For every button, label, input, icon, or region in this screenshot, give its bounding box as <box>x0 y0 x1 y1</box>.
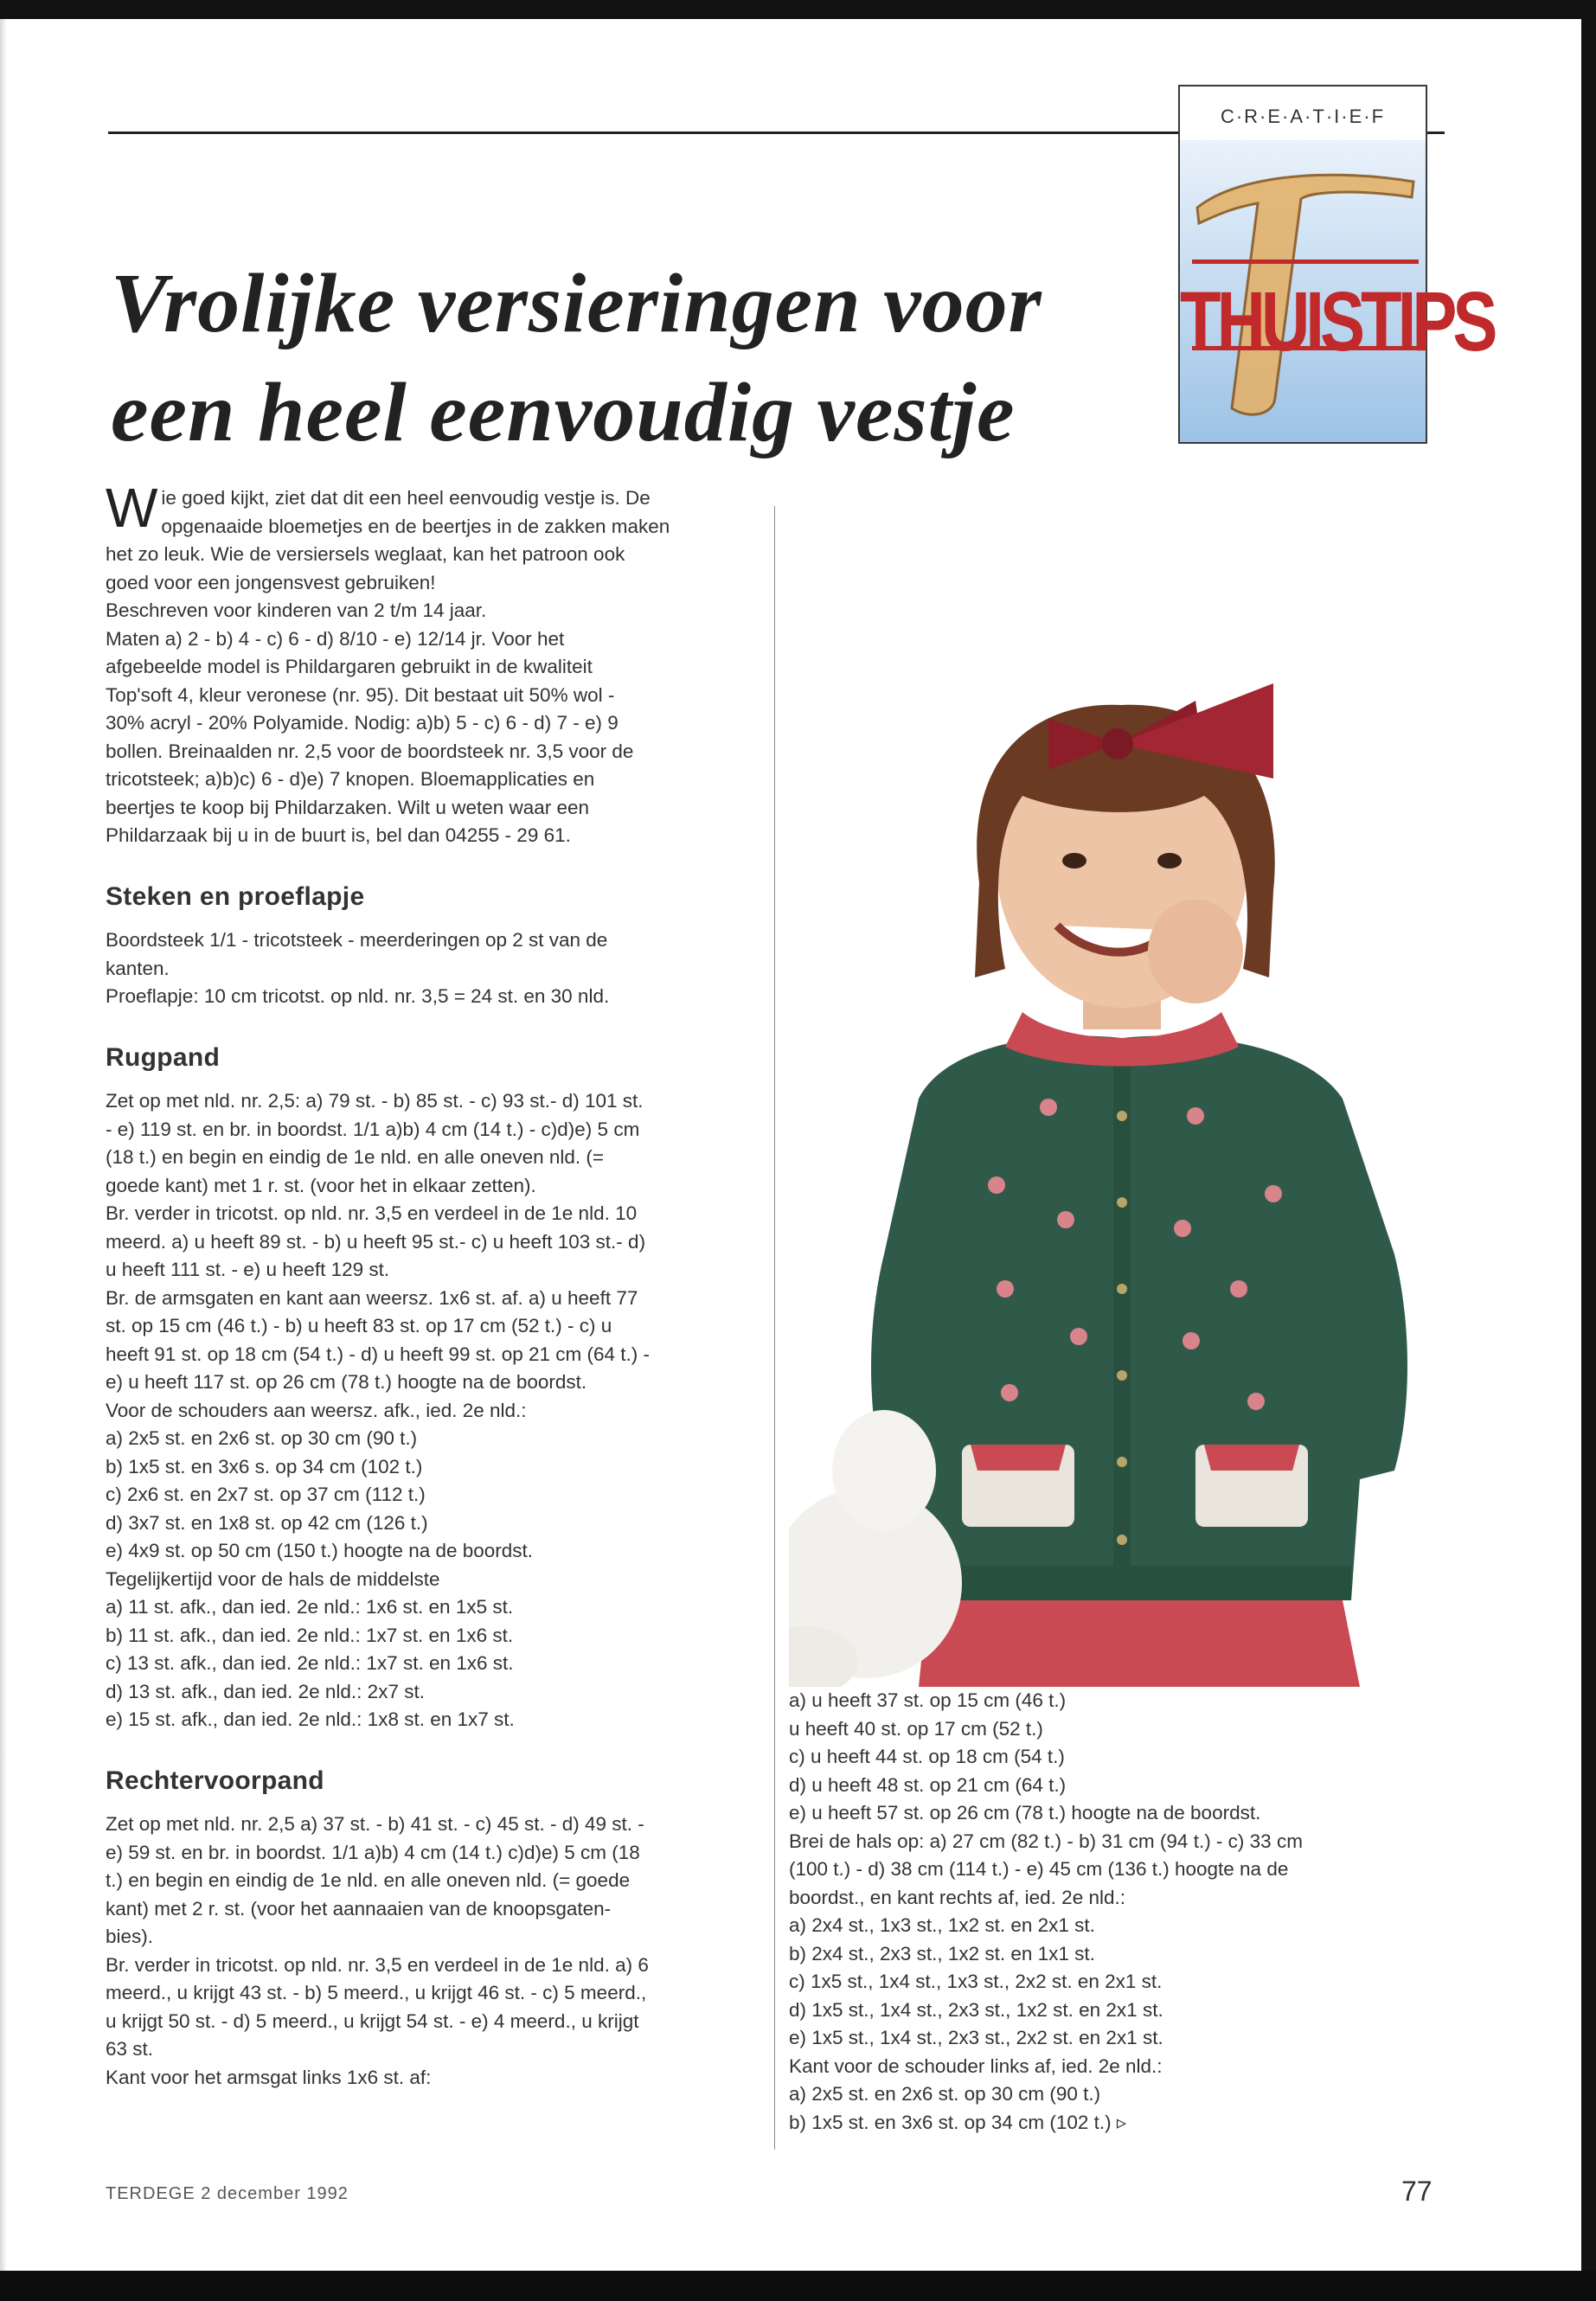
rechtervoorpand-line: Kant voor het armsgat links 1x6 st. af: <box>106 2066 432 2088</box>
rugpand-line: heeft 91 st. op 18 cm (54 t.) - d) u heeft 99 st. op 21 cm (64 t.) - <box>106 1343 651 1365</box>
big-t-icon <box>1180 87 1429 445</box>
right-column-line: e) 1x5 st., 1x4 st., 2x3 st., 2x2 st. en 2x1 st. <box>789 2027 1163 2048</box>
scan-border-bottom <box>0 2271 1596 2301</box>
creatief-thuistips-logo <box>1178 85 1494 444</box>
rugpand-line: u heeft 111 st. - e) u heeft 129 st. <box>106 1259 390 1280</box>
section-body-rugpand <box>106 1087 759 1734</box>
page-number: 77 <box>1401 2176 1433 2207</box>
right-column-line: c) 1x5 st., 1x4 st., 1x3 st., 2x2 st. en 2x1 st. <box>789 1971 1163 1992</box>
rechtervoorpand-line: t.) en begin en eindig de 1e nld. en alle oneven nld. (= goede <box>106 1869 631 1891</box>
rechtervoorpand-line: 63 st. <box>106 2038 154 2060</box>
right-column-line: e) u heeft 57 st. op 26 cm (78 t.) hoogte na de boordst. <box>789 1802 1261 1823</box>
intro-line: tricotsteek; a)b)c) 6 - d)e) 7 knopen. Bloemapplicaties en <box>106 768 595 790</box>
rechtervoorpand-line: Br. verder in tricotst. op nld. nr. 3,5 en verdeel in de 1e nld. a) 6 <box>106 1953 649 1976</box>
section-body-steken <box>106 926 759 1011</box>
rugpand-line: Br. verder in tricotst. op nld. nr. 3,5 en verdeel in de 1e nld. 10 <box>106 1202 638 1224</box>
rugpand-line: meerd. a) u heeft 89 st. - b) u heeft 95 st.- c) u heeft 103 st.- d) <box>106 1230 646 1253</box>
drop-cap: W <box>106 477 158 539</box>
right-column-line: a) 2x5 st. en 2x6 st. op 30 cm (90 t.) <box>789 2083 1101 2105</box>
right-column-line: d) 1x5 st., 1x4 st., 2x3 st., 1x2 st. en 2x1 st. <box>789 1998 1163 2021</box>
rugpand-line: d) 3x7 st. en 1x8 st. op 42 cm (126 t.) <box>106 1511 428 1534</box>
right-column-line: (100 t.) - d) 38 cm (114 t.) - e) 45 cm (136 t.) hoogte na de <box>789 1858 1289 1880</box>
right-column-line: Kant voor de schouder links af, ied. 2e nld.: <box>789 2054 1163 2077</box>
rugpand-line: e) 4x9 st. op 50 cm (150 t.) hoogte na de boordst. <box>106 1540 534 1561</box>
thuistips-wordmark: THUISTIPS <box>1180 273 1494 369</box>
right-column-line: b) 1x5 st. en 3x6 st. op 34 cm (102 t.) ▹ <box>789 2111 1127 2133</box>
rugpand-line: b) 11 st. afk., dan ied. 2e nld.: 1x7 st. en 1x6 st. <box>106 1624 514 1646</box>
rugpand-line: Voor de schouders aan weersz. afk., ied. 2e nld.: <box>106 1399 527 1421</box>
right-column-line: a) u heeft 37 st. op 15 cm (46 t.) <box>789 1689 1067 1711</box>
rugpand-line: a) 2x5 st. en 2x6 st. op 30 cm (90 t.) <box>106 1427 418 1449</box>
rechtervoorpand-line: e) 59 st. en br. in boordst. 1/1 a)b) 4 cm (14 t.) c)d)e) 5 cm (18 <box>106 1841 640 1863</box>
section-title-rechtervoorpand: Rechtervoorpand <box>106 1766 324 1795</box>
steken-line: kanten. <box>106 957 170 979</box>
right-column <box>789 1687 1446 2137</box>
right-column-line: d) u heeft 48 st. op 21 cm (64 t.) <box>789 1773 1067 1796</box>
rugpand-line: e) 15 st. afk., dan ied. 2e nld.: 1x8 st. en 1x7 st. <box>106 1708 515 1730</box>
rechtervoorpand-line: u krijgt 50 st. - d) 5 meerd., u krijgt 54 st. - e) 4 meerd., u krijgt <box>106 2009 639 2032</box>
scan-edge-left <box>0 19 7 2271</box>
column-divider <box>774 506 775 2150</box>
intro-line: het zo leuk. Wie de versiersels weglaat, kan het patroon ook <box>106 543 625 565</box>
intro-line: Top'soft 4, kleur veronese (nr. 95). Dit bestaat uit 50% wol - <box>106 683 615 706</box>
footer-publication: TERDEGE 2 december 1992 <box>106 2184 349 2203</box>
right-column-line: a) 2x4 st., 1x3 st., 1x2 st. en 2x1 st. <box>789 1914 1095 1936</box>
rechtervoorpand-line: Zet op met nld. nr. 2,5 a) 37 st. - b) 41 st. - c) 45 st. - d) 49 st. - <box>106 1813 644 1835</box>
right-column-line: b) 2x4 st., 2x3 st., 1x2 st. en 1x1 st. <box>789 1942 1095 1965</box>
steken-line: Boordsteek 1/1 - tricotsteek - meerderingen op 2 st van de <box>106 929 608 951</box>
rugpand-line: a) 11 st. afk., dan ied. 2e nld.: 1x6 st. en 1x5 st. <box>106 1596 514 1618</box>
scan-border-right <box>1581 0 1596 2301</box>
rugpand-line: - e) 119 st. en br. in boordst. 1/1 a)b) 4 cm (14 t.) - c)d)e) 5 cm <box>106 1118 640 1140</box>
section-title-steken: Steken en proeflapje <box>106 881 365 911</box>
rugpand-line: Br. de armsgaten en kant aan weersz. 1x6 st. af. a) u heeft 77 <box>106 1286 638 1309</box>
rugpand-line: e) u heeft 117 st. op 26 cm (78 t.) hoogte na de boordst. <box>106 1371 587 1393</box>
rugpand-line: Zet op met nld. nr. 2,5: a) 79 st. - b) 85 st. - c) 93 st.- d) 101 st. <box>106 1090 644 1112</box>
rechtervoorpand-line: meerd., u krijgt 43 st. - b) 5 meerd., u krijgt 46 st. - c) 5 meerd., <box>106 1982 647 2003</box>
rugpand-line: (18 t.) en begin en eindig de 1e nld. en alle oneven nld. (= <box>106 1146 605 1168</box>
rugpand-line: c) 13 st. afk., dan ied. 2e nld.: 1x7 st. en 1x6 st. <box>106 1652 514 1674</box>
section-body-rechtervoorpand <box>106 1811 759 2092</box>
left-column <box>106 477 759 2092</box>
rugpand-line: st. op 15 cm (46 t.) - b) u heeft 83 st. op 17 cm (52 t.) - c) u <box>106 1315 612 1336</box>
intro-line: beertjes te koop bij Phildarzaken. Wilt u weten waar een <box>106 796 590 818</box>
intro-line: Phildarzaak bij u in de buurt is, bel dan 04255 - 29 61. <box>106 824 571 846</box>
intro-line: Beschreven voor kinderen van 2 t/m 14 jaar. <box>106 599 487 621</box>
photo-girl-in-cardigan <box>789 666 1455 1687</box>
creatief-label: C·R·E·A·T·I·E·F <box>1220 106 1386 127</box>
photo-cardigan <box>871 1036 1407 1600</box>
intro-paragraph <box>106 477 759 850</box>
scan-border-top <box>0 0 1596 19</box>
right-column-line: Brei de hals op: a) 27 cm (82 t.) - b) 31 cm (94 t.) - c) 33 cm <box>789 1830 1303 1852</box>
section-title-rugpand: Rugpand <box>106 1042 221 1072</box>
intro-line: 30% acryl - 20% Polyamide. Nodig: a)b) 5 - c) 6 - d) 7 - e) 9 <box>106 712 619 734</box>
intro-line: Maten a) 2 - b) 4 - c) 6 - d) 8/10 - e) 12/14 jr. Voor het <box>106 627 565 650</box>
headline-line-2: een heel eenvoudig vestje <box>111 366 1016 459</box>
rugpand-line: goede kant) met 1 r. st. (voor het in elkaar zetten). <box>106 1174 536 1196</box>
rugpand-line: Tegelijkertijd voor de hals de middelste <box>106 1567 440 1590</box>
rechtervoorpand-line: kant) met 2 r. st. (voor het aannaaien van de knoopsgaten- <box>106 1897 612 1920</box>
photo-skirt <box>919 1600 1360 1687</box>
intro-line: ie goed kijkt, ziet dat dit een heel eenvoudig vestje is. De <box>161 487 651 509</box>
right-column-line: c) u heeft 44 st. op 18 cm (54 t.) <box>789 1746 1065 1767</box>
intro-line: goed voor een jongensvest gebruiken! <box>106 571 436 593</box>
rugpand-line: c) 2x6 st. en 2x7 st. op 37 cm (112 t.) <box>106 1484 426 1505</box>
headline <box>111 249 1080 467</box>
right-column-line: u heeft 40 st. op 17 cm (52 t.) <box>789 1717 1043 1740</box>
intro-line: bollen. Breinaalden nr. 2,5 voor de boordsteek nr. 3,5 voor de <box>106 740 634 762</box>
steken-line: Proeflapje: 10 cm tricotst. op nld. nr. 3,5 = 24 st. en 30 nld. <box>106 985 610 1007</box>
right-column-line: boordst., en kant rechts af, ied. 2e nld.: <box>789 1886 1125 1908</box>
rechtervoorpand-line: bies). <box>106 1926 154 1947</box>
headline-line-1: Vrolijke versieringen voor <box>111 257 1042 350</box>
intro-line: opgenaaide bloemetjes en de beertjes in de zakken maken <box>161 515 670 537</box>
rugpand-line: d) 13 st. afk., dan ied. 2e nld.: 2x7 st. <box>106 1680 425 1702</box>
intro-line: afgebeelde model is Phildargaren gebruikt in de kwaliteit <box>106 656 593 677</box>
rugpand-line: b) 1x5 st. en 3x6 s. op 34 cm (102 t.) <box>106 1455 423 1477</box>
